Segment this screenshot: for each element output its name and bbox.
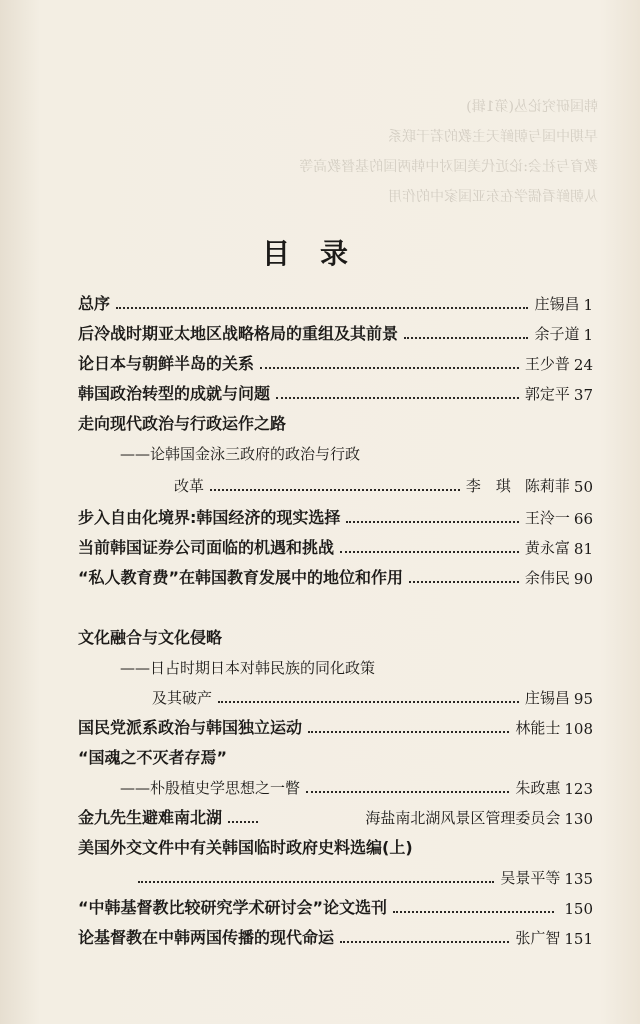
dot-leader <box>393 911 554 913</box>
dot-leader <box>340 941 509 943</box>
toc-entry-continuation[interactable] <box>174 470 593 496</box>
entry-title: 当前韩国证券公司面临的机遇和挑战 <box>78 538 335 557</box>
entry-subtitle-continued: 及其破产 <box>152 689 213 707</box>
entry-author: 朱政惠 <box>515 779 561 797</box>
entry-subtitle: ——论韩国金泳三政府的政治与行政 <box>120 445 361 463</box>
entry-title: 步入自由化境界:韩国经济的现实选择 <box>78 508 341 527</box>
entry-title: 论日本与朝鲜半岛的关系 <box>78 354 255 373</box>
toc-entry-continuation[interactable] <box>132 862 593 888</box>
toc-entry[interactable] <box>78 318 593 344</box>
toc-entry-title-line[interactable] <box>78 622 593 648</box>
toc-entry-subtitle-line <box>120 438 593 464</box>
dot-leader <box>306 791 509 793</box>
toc-entry-title-line[interactable] <box>78 832 593 858</box>
toc-entry-continuation[interactable] <box>152 682 593 708</box>
dot-leader <box>346 521 518 523</box>
entry-author: 海盐南北湖风景区管理委员会 <box>365 809 561 827</box>
entry-author: 郭定平 <box>524 385 570 403</box>
toc-entry[interactable] <box>78 712 593 738</box>
show-through-text: 教育与社会:论近代美国对中韩两国的基督教高等 <box>299 159 598 175</box>
toc-entry[interactable] <box>78 378 593 404</box>
entry-page: 123 <box>564 780 593 798</box>
entry-page: 24 <box>573 356 593 374</box>
entry-page: 81 <box>573 540 593 558</box>
entry-title: 走向现代政治与行政运作之路 <box>78 414 287 433</box>
dot-leader <box>404 337 528 339</box>
dot-leader <box>308 731 509 733</box>
entry-page: 95 <box>573 690 593 708</box>
entry-subtitle: ——日占时期日本对韩民族的同化政策 <box>120 659 376 677</box>
entry-author: 庄锡昌 <box>534 295 580 313</box>
entry-title: 后冷战时期亚太地区战略格局的重组及其前景 <box>78 324 399 343</box>
dot-leader <box>138 881 494 883</box>
toc-entry-continuation[interactable] <box>120 772 593 798</box>
dot-leader <box>116 307 528 309</box>
toc-entry[interactable] <box>78 562 593 588</box>
show-through-text: 早期中国与朝鲜天主教的若干联系 <box>388 129 598 145</box>
entry-author: 林能士 <box>515 719 561 737</box>
dot-leader <box>409 581 519 583</box>
toc-entry[interactable] <box>78 532 593 558</box>
entry-author: 王泠一 <box>524 509 570 527</box>
entry-page: 1 <box>583 326 593 344</box>
entry-page: 151 <box>564 930 593 948</box>
entry-author: 余子道 <box>534 325 580 343</box>
dot-leader <box>340 551 519 553</box>
entry-page: 108 <box>564 720 593 738</box>
entry-subtitle-continued: 改革 <box>174 477 205 495</box>
toc-entry[interactable] <box>78 502 593 528</box>
toc-entry[interactable] <box>78 802 593 828</box>
entry-page: 90 <box>573 570 593 588</box>
show-through-text: 从朝鲜看儒学在东亚国家中的作用 <box>388 189 598 205</box>
entry-page: 1 <box>583 296 593 314</box>
entry-page: 66 <box>573 510 593 528</box>
entry-page: 37 <box>573 386 593 404</box>
toc-entry[interactable] <box>78 892 593 918</box>
entry-author: 王少普 <box>524 355 570 373</box>
entry-title: 总序 <box>78 294 111 313</box>
dot-leader <box>228 821 258 823</box>
entry-page: 135 <box>564 870 593 888</box>
entry-title: 国民党派系政治与韩国独立运动 <box>78 718 303 737</box>
entry-title: 美国外交文件中有关韩国临时政府史料选编(上) <box>78 838 413 857</box>
toc-entry[interactable] <box>78 922 593 948</box>
dot-leader <box>276 397 519 399</box>
show-through-text: 韩国研究论丛(第1辑) <box>466 99 598 115</box>
entry-title: “私人教育费”在韩国教育发展中的地位和作用 <box>78 568 404 587</box>
entry-author: 余伟民 <box>524 569 570 587</box>
entry-page: 150 <box>564 900 593 918</box>
entry-page: 50 <box>573 478 593 496</box>
page-title: 目录 <box>261 237 378 270</box>
entry-page: 130 <box>564 810 593 828</box>
entry-author: 吴景平等 <box>500 869 561 887</box>
toc-entry-title-line[interactable] <box>78 408 593 434</box>
toc-entry-title-line[interactable] <box>78 742 593 768</box>
toc-entry[interactable] <box>78 288 593 314</box>
entry-title: “国魂之不灭者存焉” <box>78 748 228 767</box>
dot-leader <box>218 701 519 703</box>
entry-author: 黄永富 <box>524 539 570 557</box>
entry-author-2: 陈莉菲 <box>524 477 570 495</box>
entry-author: 李 琪 <box>465 477 511 495</box>
entry-title: 韩国政治转型的成就与问题 <box>78 384 271 403</box>
toc-entry-subtitle-line <box>120 652 593 678</box>
entry-title: 论基督教在中韩两国传播的现代命运 <box>78 928 335 947</box>
entry-title: 文化融合与文化侵略 <box>78 628 223 647</box>
entry-title: 金九先生避难南北湖 <box>78 808 223 827</box>
entry-title: “中韩基督教比较研究学术研讨会”论文选刊 <box>78 898 388 917</box>
entry-author: 张广智 <box>515 929 561 947</box>
entry-subtitle: ——朴殷植史学思想之一瞥 <box>120 779 301 797</box>
dot-leader <box>260 367 519 369</box>
dot-leader <box>210 489 460 491</box>
toc-entry[interactable] <box>78 348 593 374</box>
entry-author: 庄锡昌 <box>524 689 570 707</box>
